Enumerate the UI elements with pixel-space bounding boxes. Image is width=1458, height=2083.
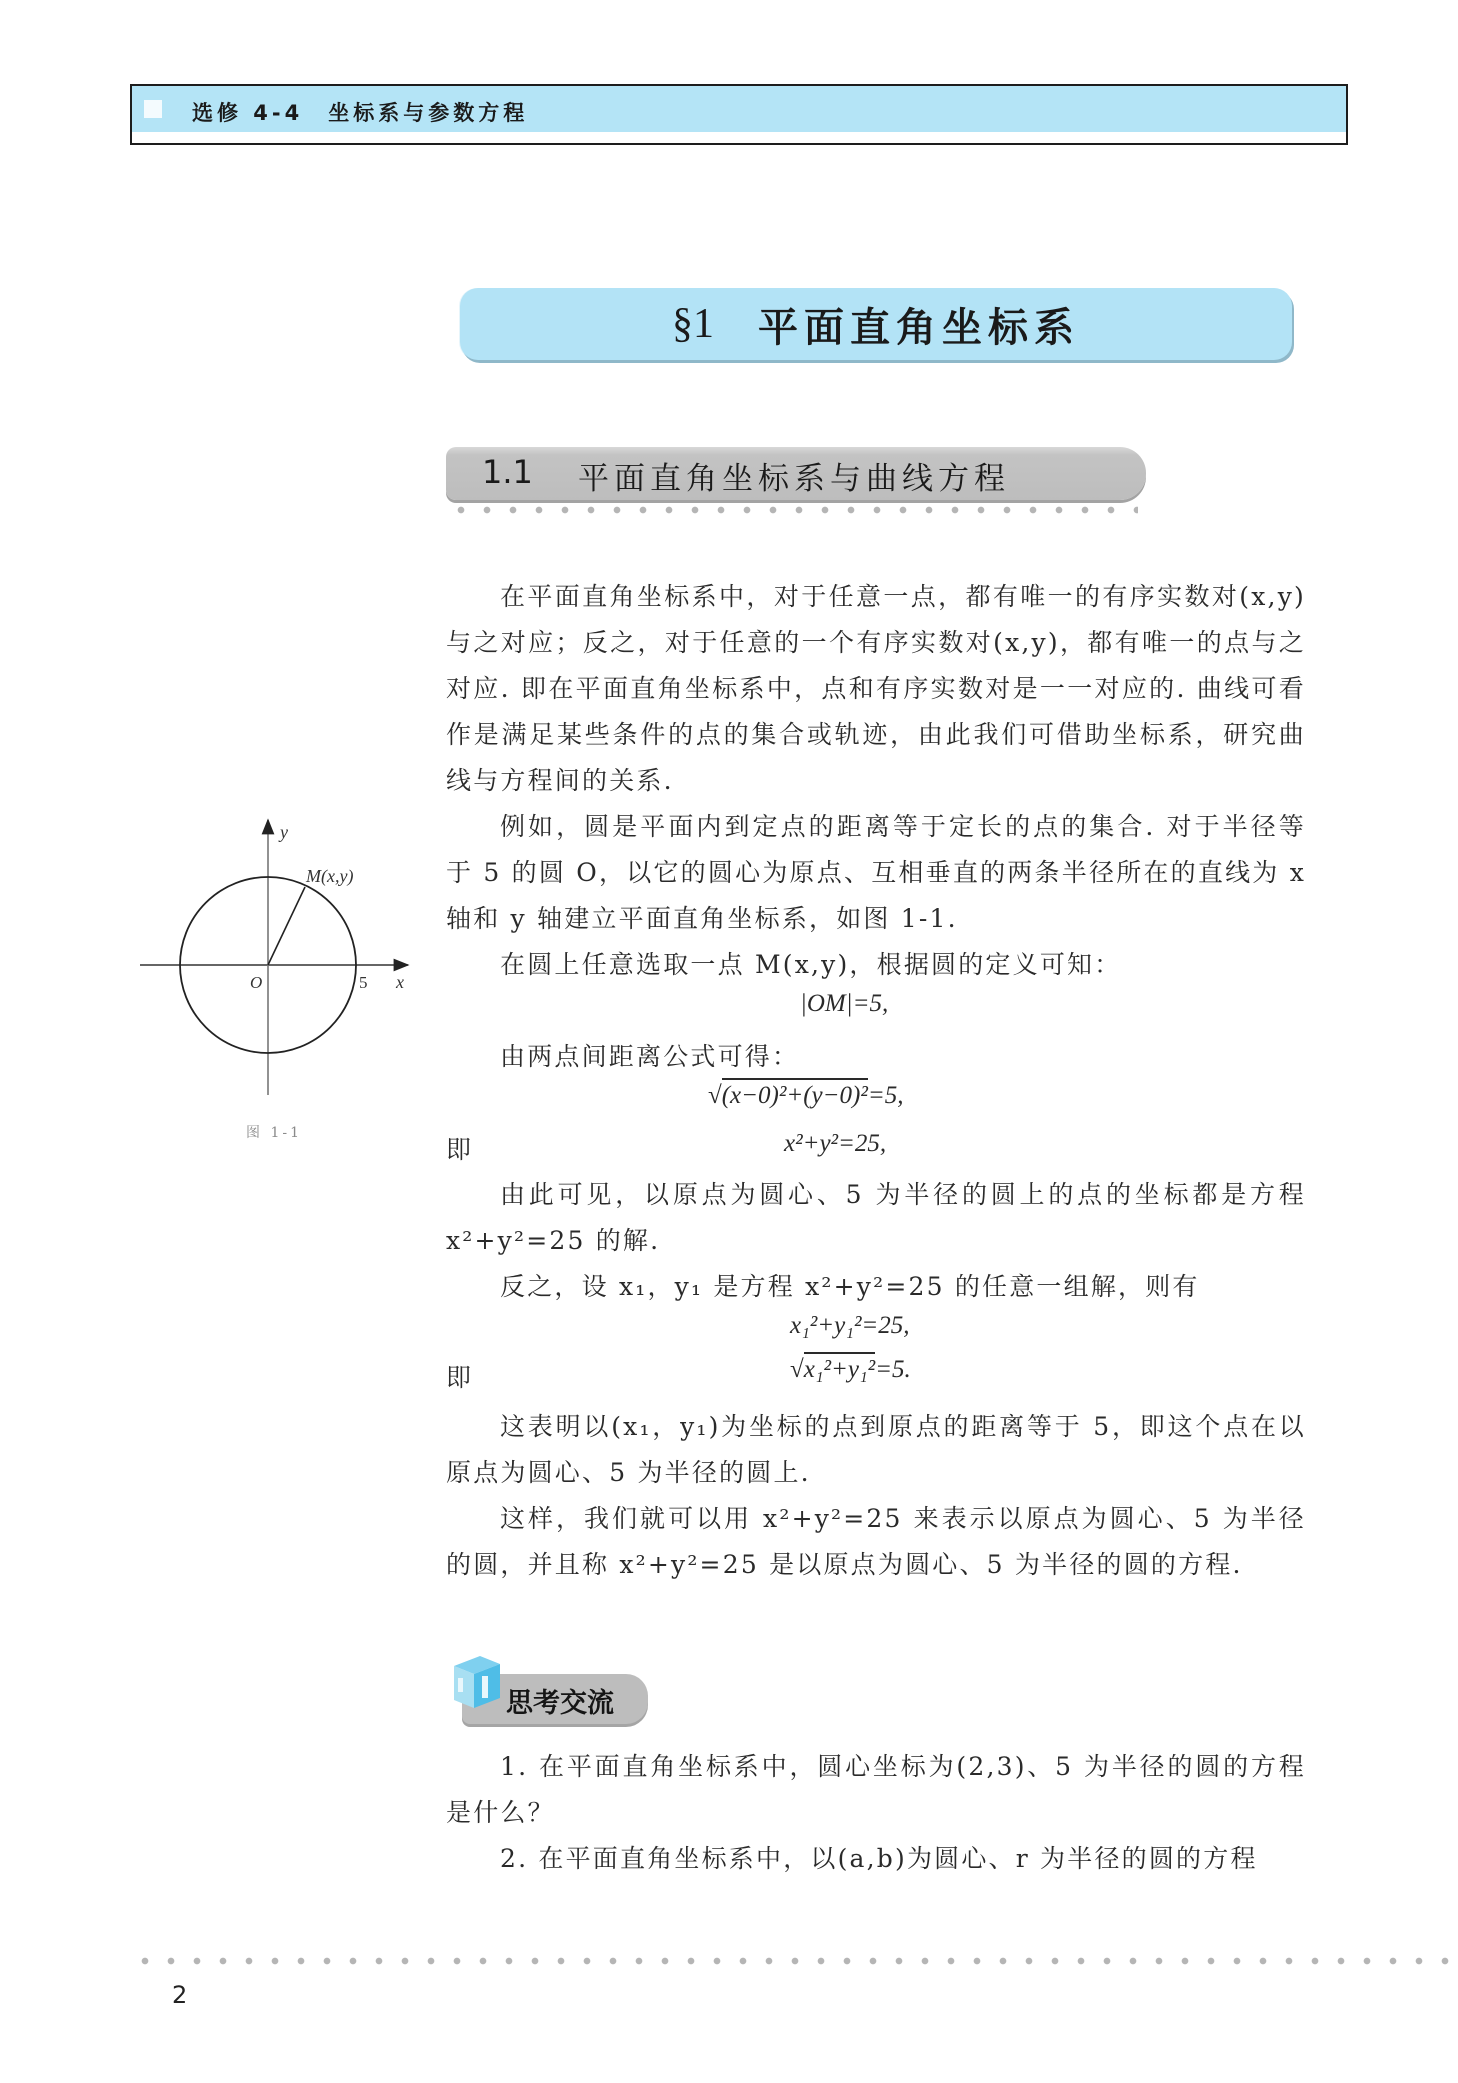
formula-solution-radicand: x₁²+y₁² xyxy=(804,1352,875,1383)
header-square-icon xyxy=(144,100,162,118)
subsection-title: 平面直角坐标系与曲线方程 xyxy=(578,461,1010,497)
think-question-2: 2. 在平面直角坐标系中，以(a,b)为圆心、r 为半径的圆的方程 xyxy=(500,1844,1258,1873)
paragraph-example: 例如，圆是平面内到定点的距离等于定长的点的集合. 对于半径等于 5 的圆 O，以它的圆心为原点、互相垂直的两条半径所在的直线为 x 轴和 y 轴建立平面直角坐标系，如图 1-1. xyxy=(446,812,1306,933)
label-ji-1: 即 xyxy=(446,1135,472,1164)
think-discuss-badge xyxy=(446,1652,656,1732)
formula-solution: x₁²+y₁²=25, xyxy=(790,1312,910,1339)
section-title: 平面直角坐标系 xyxy=(758,304,1080,351)
label-ji-2: 即 xyxy=(446,1363,472,1392)
formula-om: |OM|=5, xyxy=(800,990,889,1017)
formula-distance-rhs: =5, xyxy=(867,1082,904,1109)
sqrt-icon: √ xyxy=(708,1082,722,1109)
figure-circle-diagram xyxy=(130,810,420,1150)
subsection-number: 1.1 xyxy=(482,453,533,491)
paragraph-circle-equation: 这样，我们就可以用 x²+y²=25 来表示以原点为圆心、5 为半径的圆，并且称 x²+y²=25 是以原点为圆心、5 为半径的圆的方程. xyxy=(446,1504,1306,1579)
paragraph-distance-formula: 由两点间距离公式可得： xyxy=(500,1042,800,1071)
radius-om xyxy=(268,887,305,965)
section-title-bar xyxy=(460,288,1292,360)
y-axis-label: y xyxy=(280,822,288,842)
origin-label: O xyxy=(250,973,263,992)
radius-tick-label: 5 xyxy=(359,973,368,992)
running-header-text: 选修 4-4 坐标系与参数方程 xyxy=(192,101,529,125)
subsection-title-bar xyxy=(446,447,1146,500)
paragraph-conclusion-1: 由此可见，以原点为圆心、5 为半径的圆上的点的坐标都是方程 x²+y²=25 的解. xyxy=(446,1180,1306,1255)
paragraph-intro: 在平面直角坐标系中，对于任意一点，都有唯一的有序实数对(x,y)与之对应；反之，对于任意的一个有序实数对(x,y)，都有唯一的点与之对应. 即在平面直角坐标系中，点和有序实数对是一一对应的. 曲线可看作是满足某些条件的点的集合或轨迹，由此我们可借助坐标系，研究曲线与方程间的关系. xyxy=(446,582,1306,795)
subsection-dotted-rule xyxy=(448,506,1138,514)
formula-circle-equation: x²+y²=25, xyxy=(784,1130,887,1157)
paragraph-select-point: 在圆上任意选取一点 M(x,y)，根据圆的定义可知： xyxy=(500,950,1122,979)
sqrt-icon: √ xyxy=(790,1356,804,1383)
page-number: 2 xyxy=(172,1981,188,2009)
formula-distance xyxy=(708,1082,903,1110)
figure-caption: 图 1-1 xyxy=(246,1125,302,1141)
x-axis-label: x xyxy=(396,972,404,992)
formula-solution-rhs: =5. xyxy=(875,1356,911,1383)
formula-solution-sqrt xyxy=(790,1356,911,1384)
footer-dotted-rule xyxy=(132,1957,1458,1965)
running-header xyxy=(130,84,1348,145)
think-discuss-label: 思考交流 xyxy=(506,1688,614,1719)
think-question-1: 1. 在平面直角坐标系中，圆心坐标为(2,3)、5 为半径的圆的方程是什么？ xyxy=(446,1752,1306,1827)
paragraph-distance-meaning: 这表明以(x₁，y₁)为坐标的点到原点的距离等于 5，即这个点在以原点为圆心、5 为半径的圆上. xyxy=(446,1412,1306,1487)
cube-icon xyxy=(446,1652,504,1712)
section-number: §1 xyxy=(672,301,714,347)
formula-distance-radicand: (x−0)²+(y−0)² xyxy=(722,1078,868,1109)
paragraph-converse: 反之，设 x₁，y₁ 是方程 x²+y²=25 的任意一组解，则有 xyxy=(500,1272,1200,1301)
point-m-label: M(x,y) xyxy=(306,866,354,886)
